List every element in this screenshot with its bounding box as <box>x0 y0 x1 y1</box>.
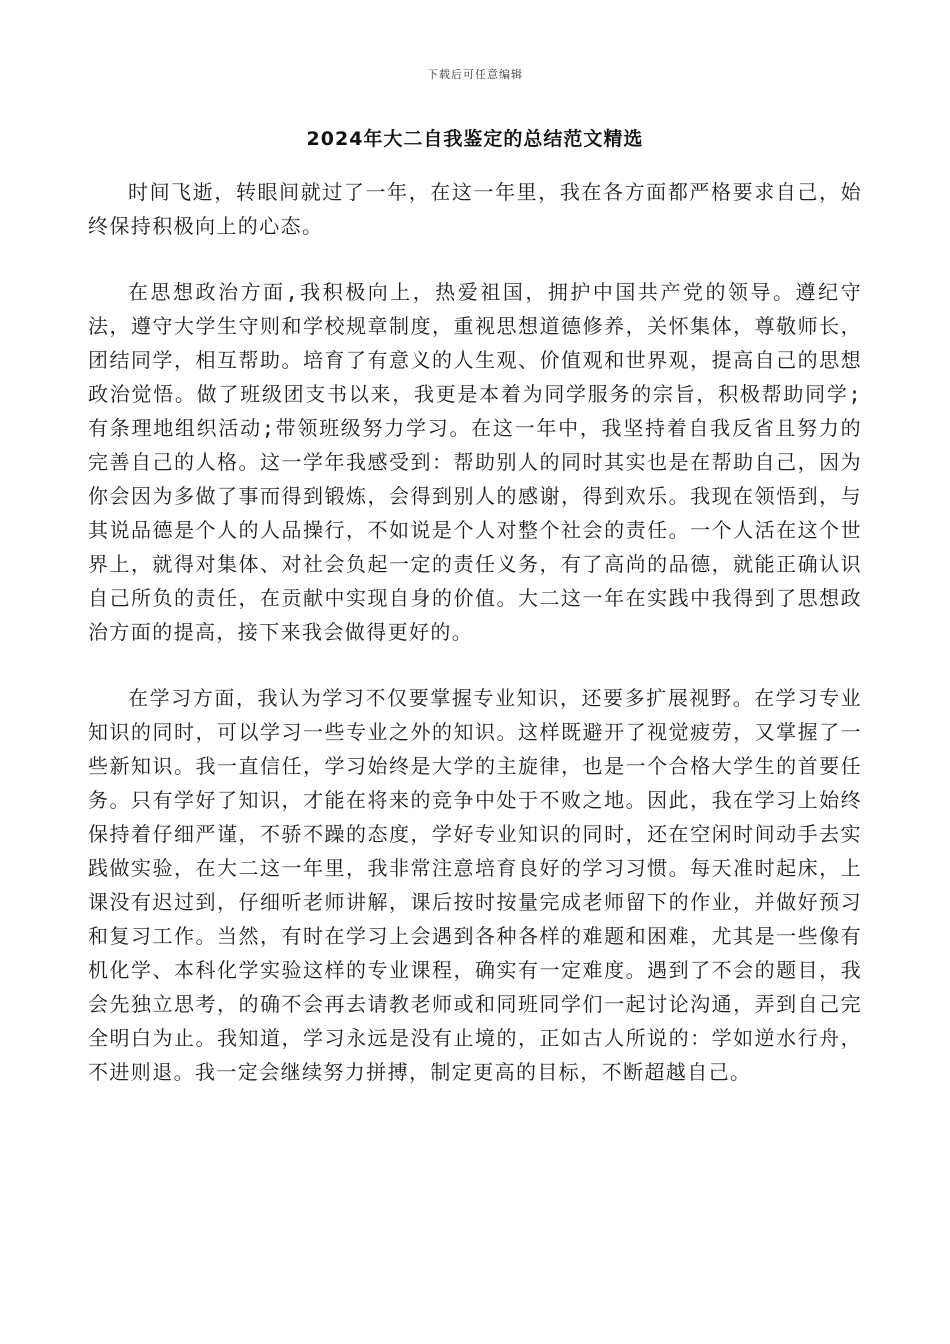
paragraph-politics: 在思想政治方面,我积极向上，热爱祖国，拥护中国共产党的领导。遵纪守法，遵守大学生守则和学校规章制度，重视思想道德修养，关怀集体，尊敬师长，团结同学，相互帮助。培育了有意义的人生观、价值观和世界观，提高自己的思想政治觉悟。做了班级团支书以来，我更是本着为同学服务的宗旨，积极帮助同学;有条理地组织活动;带领班级努力学习。在这一年中，我坚持着自我反省且努力的完善自己的人格。这一学年我感受到：帮助别人的同时其实也是在帮助自己，因为你会因为多做了事而得到锻炼，会得到别人的感谢，得到欢乐。我现在领悟到，与其说品德是个人的人品操行，不如说是个人对整个社会的责任。一个人活在这个世界上，就得对集体、对社会负起一定的责任义务，有了高尚的品德，就能正确认识自己所负的责任，在贡献中实现自身的价值。大二这一年在实践中我得到了思想政治方面的提高，接下来我会做得更好的。 <box>88 280 862 644</box>
header-note: 下载后可任意编辑 <box>427 68 523 81</box>
document-body <box>88 175 862 1121</box>
paragraph-intro: 时间飞逝，转眼间就过了一年，在这一年里，我在各方面都严格要求自己，始终保持积极向上的心态。 <box>88 180 862 238</box>
document-title: 2024年大二自我鉴定的总结范文精选 <box>306 128 644 150</box>
paragraph-study: 在学习方面，我认为学习不仅要掌握专业知识，还要多扩展视野。在学习专业知识的同时，可以学习一些专业之外的知识。这样既避开了视觉疲劳，又掌握了一些新知识。我一直信任，学习始终是大学的主旋律，也是一个合格大学生的首要任务。只有学好了知识，才能在将来的竞争中处于不败之地。因此，我在学习上始终保持着仔细严谨，不骄不躁的态度，学好专业知识的同时，还在空闲时间动手去实践做实验，在大二这一年里，我非常注意培育良好的学习习惯。每天准时起床，上课没有迟过到，仔细听老师讲解，课后按时按量完成老师留下的作业，并做好预习和复习工作。当然，有时在学习上会遇到各种各样的难题和困难，尤其是一些像有机化学、本科化学实验这样的专业课程，确实有一定难度。遇到了不会的题目，我会先独立思考，的确不会再去请教老师或和同班同学们一起讨论沟通，弄到自己完全明白为止。我知道，学习永远是没有止境的，正如古人所说的：学如逆水行舟，不进则退。我一定会继续努力拼搏，制定更高的目标，不断超越自己。 <box>88 686 862 1084</box>
